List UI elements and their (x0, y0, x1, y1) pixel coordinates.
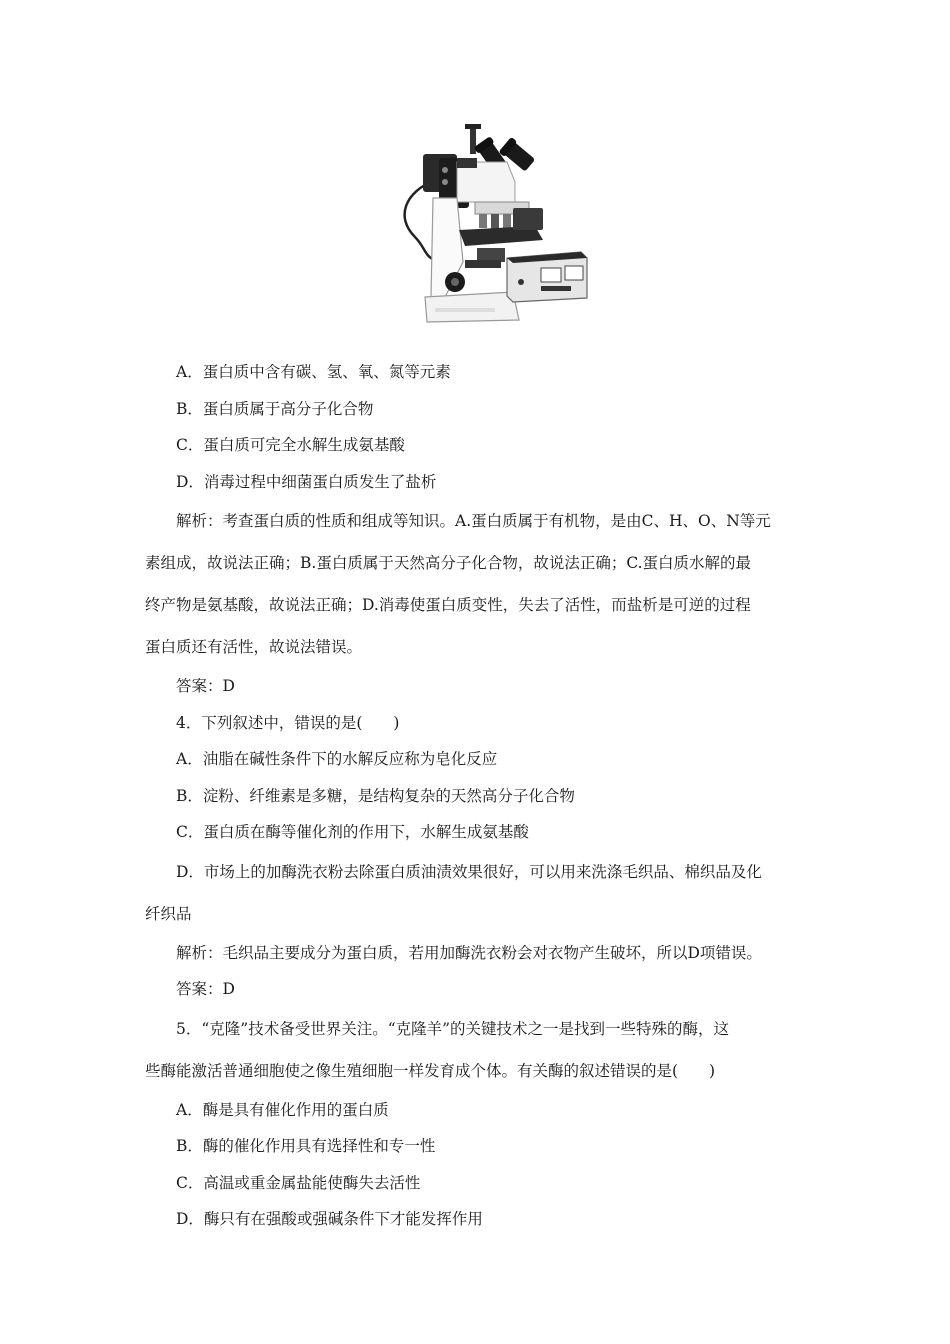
q3-analysis (145, 500, 810, 668)
q4-stem: 4．下列叙述中，错误的是( ) (176, 713, 400, 732)
question-content (145, 354, 810, 1238)
q3-option-a: A．蛋白质中含有碳、氢、氧、氮等元素 (176, 363, 451, 381)
q5-option-c: C．高温或重金属盐能使酶失去活性 (176, 1173, 421, 1192)
q5-option-d: D．酶只有在强酸或强碱条件下才能发挥作用 (176, 1210, 483, 1228)
q3-option-c: C．蛋白质可完全水解生成氨基酸 (176, 436, 405, 454)
q4-option-d-line: 纤织品 (145, 904, 192, 923)
q3-option-d: D．消毒过程中细菌蛋白质发生了盐析 (176, 472, 437, 491)
q5-option-b: B．酶的催化作用具有选择性和专一性 (176, 1137, 436, 1155)
q4-option-d-line: D．市场上的加酶洗衣粉去除蛋白质油渍效果很好，可以用来洗涤毛织品、棉织品及化 (176, 862, 762, 881)
q5-option-a: A．酶是具有催化作用的蛋白质 (176, 1100, 389, 1119)
q4-analysis: 解析：毛织品主要成分为蛋白质，若用加酶洗衣粉会对衣物产生破坏，所以D项错误。 (176, 943, 762, 962)
q4-option-c: C．蛋白质在酶等催化剂的作用下，水解生成氨基酸 (176, 823, 529, 841)
q3-answer: 答案：D (176, 677, 235, 695)
q3-analysis-line: 终产物是氨基酸，故说法正确；D.消毒使蛋白质变性，失去了活性，而盐析是可逆的过程 (145, 596, 751, 614)
microscope-icon (395, 122, 595, 327)
microscope-figure (395, 122, 595, 327)
q5-stem-line: 5．“克隆”技术备受世界关注。“克隆羊”的关键技术之一是找到一些特殊的酶，这 (176, 1019, 730, 1038)
q3-analysis-line: 蛋白质还有活性，故说法错误。 (145, 638, 363, 656)
q4-option-b: B．淀粉、纤维素是多糖，是结构复杂的天然高分子化合物 (176, 786, 575, 805)
q3-analysis-line: 解析：考查蛋白质的性质和组成等知识。A.蛋白质属于有机物，是由C、H、O、N等元 (176, 512, 771, 530)
q5-stem (145, 1008, 810, 1092)
q3-option-b: B．蛋白质属于高分子化合物 (176, 399, 374, 418)
q4-answer: 答案：D (176, 980, 235, 998)
q3-analysis-line: 素组成，故说法正确；B.蛋白质属于天然高分子化合物，故说法正确；C.蛋白质水解的最 (145, 554, 752, 572)
q4-option-a: A．油脂在碱性条件下的水解反应称为皂化反应 (176, 750, 498, 768)
q5-stem-line: 些酶能激活普通细胞使之像生殖细胞一样发育成个体。有关酶的叙述错误的是( ) (145, 1061, 716, 1080)
q4-option-d (145, 851, 810, 935)
